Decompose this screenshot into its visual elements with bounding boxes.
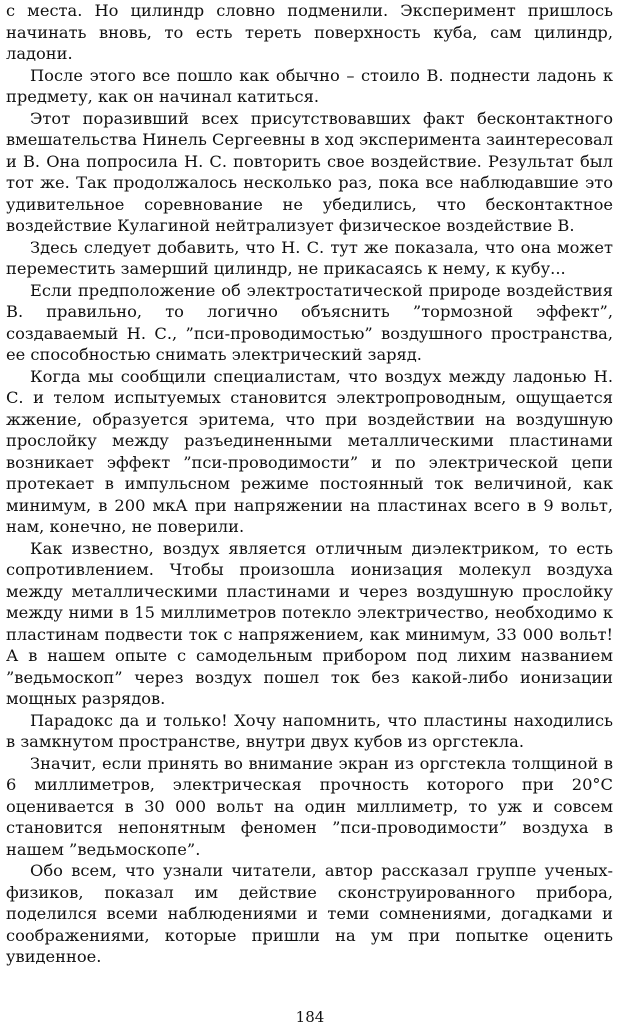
paragraph-7: Как известно, воздух является отличным диэлектриком, то есть сопротивлением. Чтобы произошла ионизация молекул воздуха между металлическими пластинами и через воздушную прослойку между ними в 15 миллиметров потекло электричество, необходимо к пластинам подвести ток с напряжением, как минимум, 33 000 вольт! А в нашем опыте с самодельным прибором под лихим названием ”ведьмоскоп” через воздух пошел ток без какой-либо ионизации мощных разрядов.: [6, 538, 613, 708]
page-number: 184: [295, 1008, 325, 1026]
paragraph-1: с места. Но цилиндр словно подменили. Эксперимент пришлось начинать вновь, то есть тереть поверхность куба, сам цилиндр, ладони.: [6, 1, 613, 63]
paragraph-10: Обо всем, что узнали читатели, автор рассказал группе ученых-физиков, показал им действие сконструированного прибора, поделился всеми наблюдениями и теми сомнениями, догадками и соображениями, которые пришли на ум при попытке оценить увиденное.: [6, 861, 613, 966]
page-body: [6, 0, 613, 968]
paragraph-9: Значит, если принять во внимание экран из оргстекла толщиной в 6 миллиметров, электрическая прочность которого при 20°С оценивается в 30 000 вольт на один миллиметр, то уж и совсем становится непонятным феномен ”пси-проводимости” воздуха в нашем ”ведьмоскопе”.: [6, 753, 613, 859]
paragraph-2: После этого все пошло как обычно – стоило В. поднести ладонь к предмету, как он начинал катиться.: [6, 65, 613, 106]
paragraph-3: Этот поразивший всех присутствовавших факт бесконтактного вмешательства Нинель Сергеевны в ход эксперимента заинтересовал и В. Она попросила Н. С. повторить свое воздействие. Результат был тот же. Так продолжалось несколько раз, пока все наблюдавшие это удивительное соревнование не убедились, что бесконтактное воздействие Кулагиной нейтрализует физическое воздействие В.: [6, 108, 613, 235]
paragraph-4: Здесь следует добавить, что Н. С. тут же показала, что она может переместить замерший цилиндр, не прикасаясь к нему, к кубу...: [6, 237, 613, 278]
paragraph-8: Парадокс да и только! Хочу напомнить, что пластины находились в замкнутом пространстве, внутри двух кубов из оргстекла.: [6, 710, 613, 751]
paragraph-5: Если предположение об электростатической природе воздействия В. правильно, то логично объяснить ”тормозной эффект”, создаваемый Н. С., ”пси-проводимостью” воздушного пространства, ее способностью снимать электрический заряд.: [6, 280, 613, 364]
paragraph-6: Когда мы сообщили специалистам, что воздух между ладонью Н. С. и телом испытуемых становится электропроводным, ощущается жжение, образуется эритема, что при воздействии на воздушную прослойку между разъединенными металлическими пластинами возникает эффект ”пси-проводимости” и по электрической цепи протекает в импульсном режиме постоянный ток величиной, как минимум, в 200 мкА при напряжении на пластинах всего в 9 вольт, нам, конечно, не поверили.: [6, 366, 613, 536]
